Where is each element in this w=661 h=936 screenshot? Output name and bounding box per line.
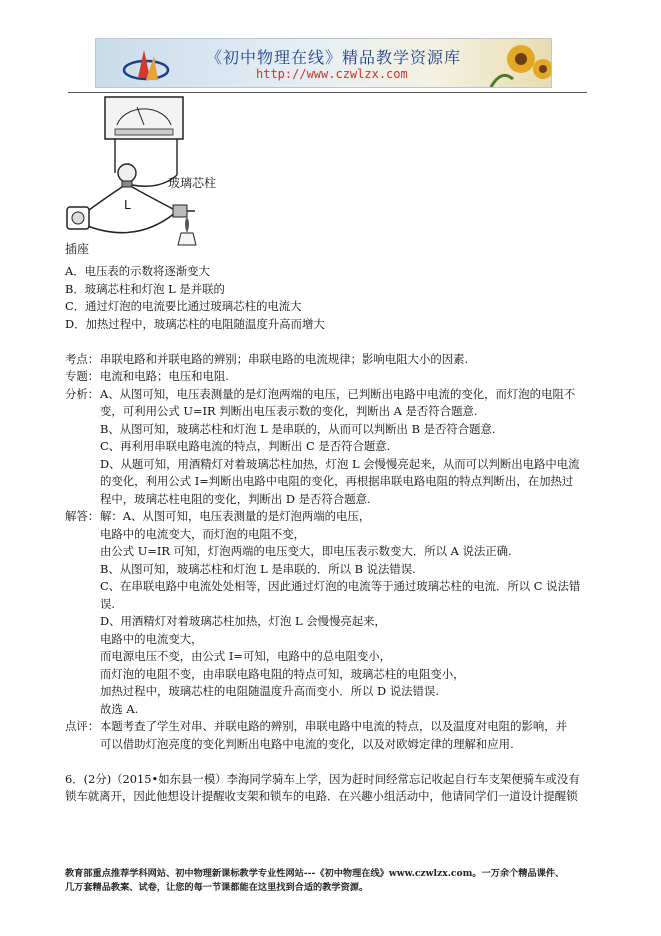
site-logo-icon	[116, 40, 176, 88]
glass-core-label: 玻璃芯柱	[168, 176, 217, 190]
question6-line: 锁车就离开，因此他想设计提醒收支架和锁车的电路．在兴趣小组活动中，他请同学们一道设计提醒锁	[65, 789, 578, 803]
circuit-figure	[65, 95, 275, 260]
jieda-line: 电路中的电流变大，而灯泡的电阻不变，	[100, 527, 306, 541]
dianping-line: 本题考查了学生对串、并联电路的辨别，串联电路中电流的特点，以及温度对电阻的影响，并	[100, 719, 568, 733]
fenxi-line: A、从图可知，电压表测量的是灯泡两端的电压，已判断出电路中电流的变化，而灯泡的电阻不	[100, 387, 576, 401]
footer-line: 教育部重点推荐学科网站、初中物理新课标教学专业性网站---《初中物理在线》www.czwlzx.com。一万余个精品课件、	[65, 868, 565, 879]
fenxi-line: 变，可利用公式 U=IR 判断出电压表示数的变化，判断出 A 是否符合题意.	[100, 404, 478, 418]
option-d: D．加热过程中，玻璃芯柱的电阻随温度升高而增大	[65, 317, 325, 331]
jieda-line: 电路中的电流变大，	[100, 632, 203, 646]
kaodian-label: 考点：	[65, 352, 100, 366]
jieda-line: D、用酒精灯对着玻璃芯柱加热，灯泡 L 会慢慢亮起来，	[100, 614, 386, 628]
dianping-label: 点评：	[65, 719, 100, 733]
option-a: A．电压表的示数将逐渐变大	[65, 264, 210, 278]
fenxi-line: C、再利用串联电路电流的特点，判断出 C 是否符合题意.	[100, 439, 391, 453]
jieda-line: 由公式 U=IR 可知，灯泡两端的电压变大，即电压表示数变大．所以 A 说法正确.	[100, 544, 512, 558]
jieda-label: 解答：	[65, 509, 100, 523]
bulb-label: L	[124, 198, 131, 212]
jieda-line: 故选 A.	[100, 702, 139, 716]
header-rule	[68, 92, 587, 93]
banner-title: 《初中物理在线》精品教学资源库	[206, 48, 462, 67]
option-b: B．玻璃芯柱和灯泡 L 是并联的	[65, 282, 225, 296]
jieda-line: 而电源电压不变，由公式 I=可知，电路中的总电阻变小，	[100, 649, 392, 663]
option-c: C．通过灯泡的电流要比通过玻璃芯柱的电流大	[65, 299, 302, 313]
jieda-line: 加热过程中，玻璃芯柱的电阻随温度升高而变小．所以 D 说法错误.	[100, 684, 439, 698]
zhuanti-text: 电流和电路；电压和电阻.	[100, 369, 229, 383]
jieda-line: B、从图可知，玻璃芯柱和灯泡 L 是串联的．所以 B 说法错误.	[100, 562, 416, 576]
jieda-line: 而灯泡的电阻不变，由串联电路电阻的特点可知，玻璃芯柱的电阻变小，	[100, 667, 465, 681]
zhuanti-label: 专题：	[65, 369, 100, 383]
footer-line: 几万套精品教案、试卷，让您的每一节课都能在这里找到合适的教学资源。	[65, 882, 369, 893]
fenxi-line: D、从题可知，用酒精灯对着玻璃芯柱加热，灯泡 L 会慢慢亮起来，从而可以判断出电路中电流	[100, 457, 580, 471]
jieda-line: 误.	[100, 597, 116, 611]
banner-url[interactable]: http://www.czwlzx.com	[256, 67, 408, 81]
dianping-line: 可以借助灯泡亮度的变化判断出电路中电流的变化，以及对欧姆定律的理解和应用.	[100, 737, 514, 751]
fenxi-line: 程中，玻璃芯柱电阻的变化，判断出 D 是否符合题意.	[100, 492, 371, 506]
kaodian-text: 串联电路和并联电路的辨别；串联电路的电流规律；影响电阻大小的因素.	[100, 352, 469, 366]
jieda-line: 解：A、从图可知，电压表测量的是灯泡两端的电压，	[100, 509, 371, 523]
fenxi-line: 的变化，利用公式 I=判断出电路中电阻的变化，再根据串联电路电阻的特点判断出，在加热过	[100, 474, 574, 488]
fenxi-line: B、从图可知，玻璃芯柱和灯泡 L 是串联的，从而可以判断出 B 是否符合题意.	[100, 422, 496, 436]
socket-label: 插座	[65, 242, 90, 256]
header-banner	[95, 38, 552, 88]
jieda-line: C、在串联电路中电流处处相等，因此通过灯泡的电流等于通过玻璃芯柱的电流．所以 C 说法错	[100, 579, 581, 593]
question6-line: 6．(2分)（2015•如东县一模）李海同学骑车上学，因为赶时间经常忘记收起自行车支架便骑车或没有	[65, 772, 580, 786]
fenxi-label: 分析：	[65, 387, 100, 401]
sunflower-icon	[481, 39, 551, 87]
